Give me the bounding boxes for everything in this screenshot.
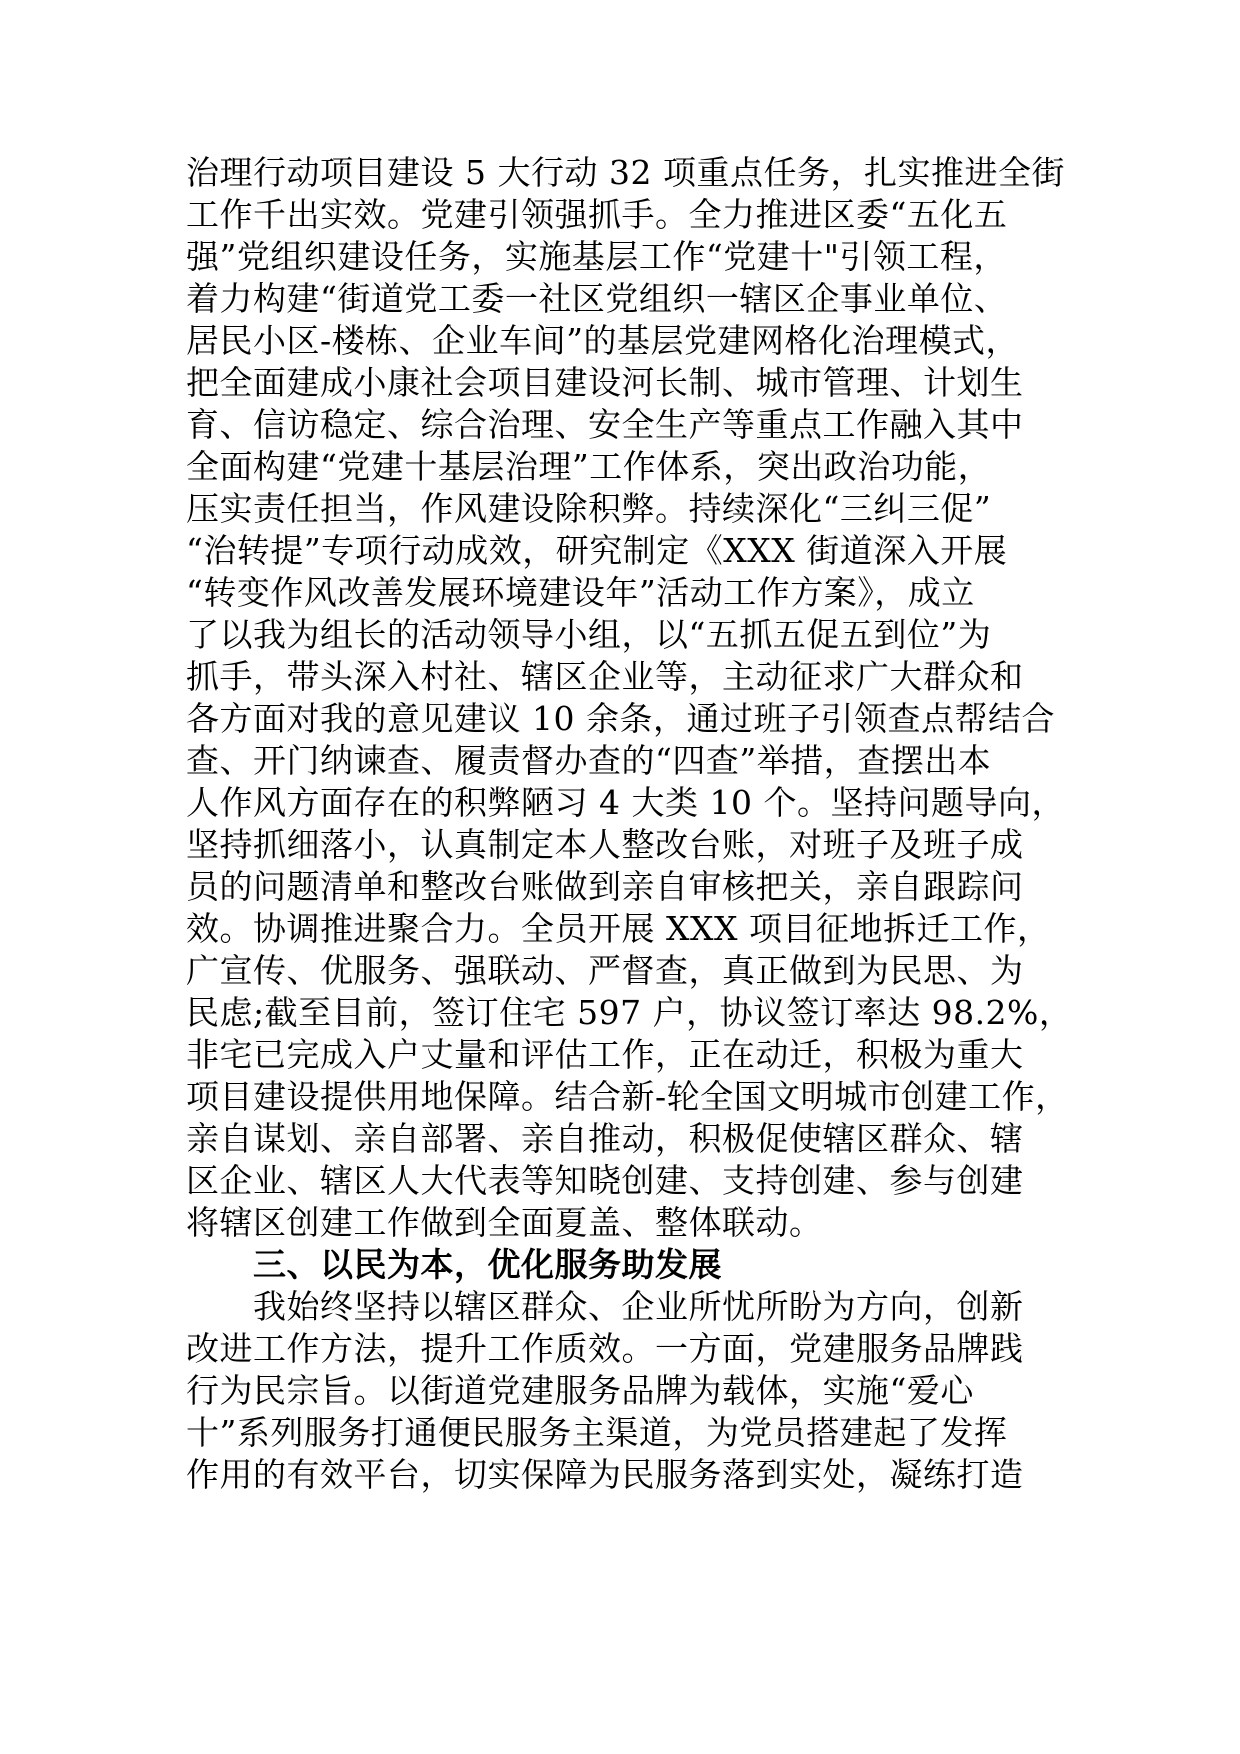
text-line: 非宅已完成入户丈量和评估工作，正在动迁，积极为重大: [186, 1035, 1024, 1074]
paragraph-line: 改进工作方法，提升工作质效。一方面，党建服务品牌践: [186, 1329, 1024, 1368]
text-line: 育、信访稳定、综合治理、安全生产等重点工作融入其中: [186, 405, 1024, 444]
text-line: 将辖区创建工作做到全面夏盖、整体联动。: [186, 1203, 823, 1242]
text-line: “治转提”专项行动成效，研究制定《XXX 街道深入开展: [186, 531, 1008, 570]
text-line: 治理行动项目建设 5 大行动 32 项重点任务，扎实推进全街: [186, 153, 1065, 192]
text-line: “转变作风改善发展环境建设年”活动工作方案》，成立: [186, 573, 975, 612]
text-line: 区企业、辖区人大代表等知晓创建、支持创建、参与创建: [186, 1161, 1024, 1200]
paragraph-line: 我始终坚持以辖区群众、企业所忧所盼为方向，创新: [253, 1287, 1024, 1326]
section-heading: 三、以民为本，优化服务助发展: [253, 1245, 722, 1284]
text-line: 居民小区-楼栋、企业车间”的基层党建网格化治理模式，: [186, 321, 1020, 360]
text-line: 全面构建“党建十基层治理”工作体系，突出政治功能，: [186, 447, 992, 486]
text-line: 压实责任担当，作风建设除积弊。持续深化“三纠三促”: [186, 489, 992, 528]
text-line: 广宣传、优服务、强联动、严督查，真正做到为民思、为: [186, 951, 1024, 990]
text-line: 人作风方面存在的积弊陋习 4 大类 10 个。坚持问题导向，: [186, 783, 1065, 822]
paragraph-line: 作用的有效平台，切实保障为民服务落到实处，凝练打造: [186, 1455, 1024, 1494]
body-text: [186, 152, 1086, 1496]
text-line: 抓手，带头深入村社、辖区企业等，主动征求广大群众和: [186, 657, 1024, 696]
text-line: 强”党组织建设任务，实施基层工作“党建十"引领工程，: [186, 237, 1007, 276]
text-line: 把全面建成小康社会项目建设河长制、城市管理、计划生: [186, 363, 1024, 402]
paragraph-line: 行为民宗旨。以街道党建服务品牌为载体，实施“爱心: [186, 1371, 974, 1410]
text-line: 着力构建“街道党工委一社区党组织一辖区企事业单位、: [186, 279, 1008, 318]
text-line: 民虑;截至目前，签订住宅 597 户，协议签订率达 98.2%，: [186, 993, 1073, 1032]
text-line: 查、开门纳谏查、履责督办查的“四查”举措，查摆出本: [186, 741, 992, 780]
text-line: 工作千出实效。党建引领强抓手。全力推进区委“五化五: [186, 195, 1008, 234]
text-line: 项目建设提供用地保障。结合新-轮全国文明城市创建工作，: [186, 1077, 1069, 1116]
text-line: 亲自谋划、亲自部署、亲自推动，积极促使辖区群众、辖: [186, 1119, 1024, 1158]
text-line: 员的问题清单和整改台账做到亲自审核把关，亲自跟踪问: [186, 867, 1024, 906]
text-line: 坚持抓细落小，认真制定本人整改台账，对班子及班子成: [186, 825, 1024, 864]
paragraph-line: 十”系列服务打通便民服务主渠道，为党员搭建起了发挥: [186, 1413, 1008, 1452]
text-line: 效。协调推进聚合力。全员开展 XXX 项目征地拆迁工作，: [186, 909, 1051, 948]
text-line: 各方面对我的意见建议 10 余条，通过班子引领查点帮结合: [186, 699, 1055, 738]
text-line: 了以我为组长的活动领导小组，以“五抓五促五到位”为: [186, 615, 992, 654]
